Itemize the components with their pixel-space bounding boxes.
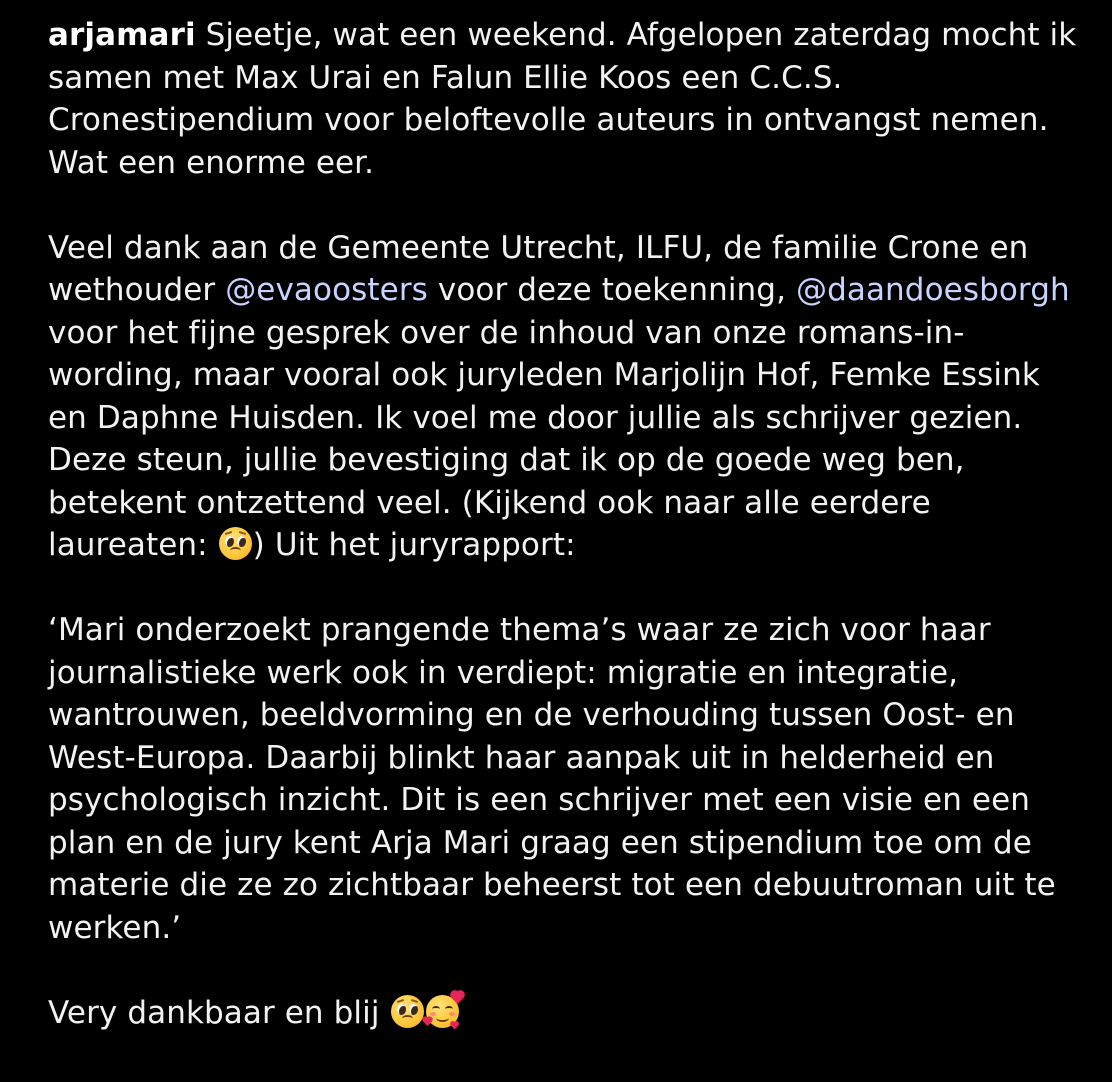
- username-link[interactable]: arjamari: [48, 17, 196, 53]
- thanks-text-mid: voor deze toekenning,: [427, 272, 796, 308]
- closing-text: Very dankbaar en blij: [48, 994, 390, 1031]
- caption-paragraph-closing: [48, 992, 1078, 1035]
- thanks-text-body: voor het fijne gesprek over de inhoud van onze romans-in-wording, maar vooral ook juryleden Marjolijn Hof, Femke Essink en Daphne Huisden. Ik voel me door jullie als schrijver gezien. Deze steun, jullie bevestiging dat ik op de goede weg ben, betekent ontzettend veel. (Kijkend ook naar alle eerdere laureaten:: [48, 314, 1040, 563]
- thanks-text-end: ) Uit het juryrapport:: [252, 527, 576, 563]
- thanks-text-start: Veel dank aan de Gemeente Utrecht, ILFU, de familie Crone en wethouder: [48, 229, 1029, 308]
- post-caption: [48, 14, 1078, 1034]
- caption-paragraph-2: [48, 227, 1078, 567]
- caption-paragraph-1: [48, 14, 1078, 184]
- paragraph-spacer: [48, 184, 1078, 227]
- caption-text-intro: Sjeetje, wat een weekend. Afgelopen zaterdag mocht ik samen met Max Urai en Falun Ellie Koos een C.C.S. Cronestipendium voor beloftevolle auteurs in ontvangst nemen. Wat een enorme eer.: [48, 17, 1077, 181]
- smiling-face-with-hearts-emoji-icon: [426, 995, 459, 1028]
- caption-paragraph-jury-quote: ‘Mari onderzoekt prangende thema’s waar ze zich voor haar journalistieke werk ook in verdiept: migratie en integratie, wantrouwen, beeldvorming en de verhouding tussen Oost- en West-Europa. Daarbij blinkt haar aanpak uit in helderheid en psychologisch inzicht. Dit is een schrijver met een visie en een plan en de jury kent Arja Mari graag een stipendium toe om de materie die ze zo zichtbaar beheerst tot een debuutroman uit te werken.’: [48, 612, 1056, 946]
- pleading-face-emoji-icon: [391, 995, 424, 1028]
- pleading-face-emoji-icon: [219, 527, 252, 560]
- paragraph-spacer: [48, 567, 1078, 610]
- mention-evaoosters-link[interactable]: @evaoosters: [225, 272, 428, 308]
- mention-daandoesborgh-link[interactable]: @daandoesborgh: [795, 272, 1070, 308]
- paragraph-spacer: [48, 949, 1078, 992]
